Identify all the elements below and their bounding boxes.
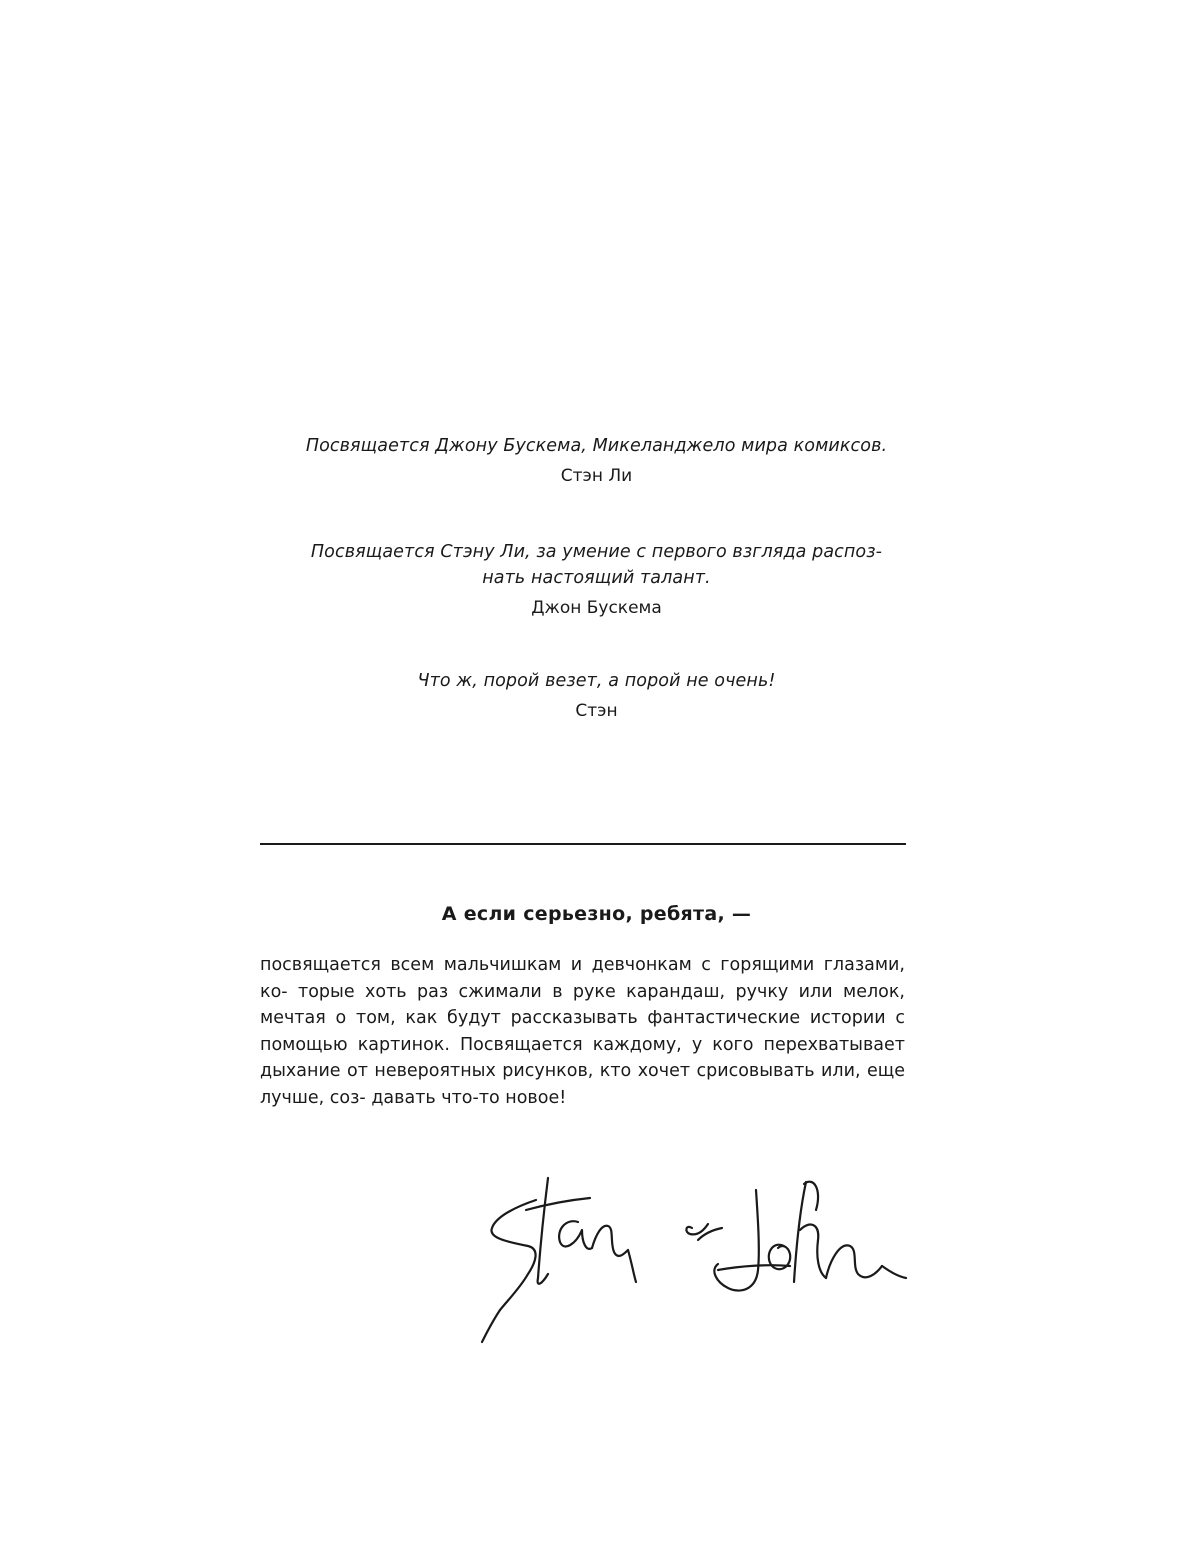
dedication-author: Стэн Ли <box>560 466 633 486</box>
dedication-author: Стэн <box>575 701 618 721</box>
dedication-john-buscema <box>0 539 1193 621</box>
body-line: картинок. Посвящается каждому, у кого перехватывает дыхание от <box>260 1034 905 1081</box>
dedication-stan-lee <box>0 433 1193 489</box>
dedication-body-text <box>260 952 905 1111</box>
dedication-quote-line: нать настоящий талант. <box>482 568 711 588</box>
body-line: посвящается всем мальчишкам и девчонкам с горящими глазами, ко- <box>260 955 905 1002</box>
horizontal-divider <box>260 843 906 845</box>
body-line: торые хоть раз сжимали в руке карандаш, ручку или мелок, мечтая <box>260 981 905 1028</box>
body-line: о том, как будут рассказывать фантастические истории с помощью <box>260 1008 905 1055</box>
dedication-quote: Посвящается Джону Бускема, Микеланджело мира комиксов. <box>305 436 888 456</box>
dedication-author: Джон Бускема <box>531 598 662 618</box>
dedication-quote-line: Посвящается Стэну Ли, за умение с первого взгляда распоз- <box>310 542 883 562</box>
body-line: давать что-то новое! <box>371 1087 567 1108</box>
dedication-stan <box>0 668 1193 724</box>
dedication-quote: Что ж, порой везет, а порой не очень! <box>417 671 776 691</box>
dedication-quote <box>297 539 897 591</box>
body-line: невероятных рисунков, кто хочет срисовывать или, еще лучше, соз- <box>260 1061 906 1108</box>
section-heading: А если серьезно, ребята, — <box>441 903 752 925</box>
signature-image <box>478 1170 918 1350</box>
handwritten-signature <box>478 1170 918 1350</box>
